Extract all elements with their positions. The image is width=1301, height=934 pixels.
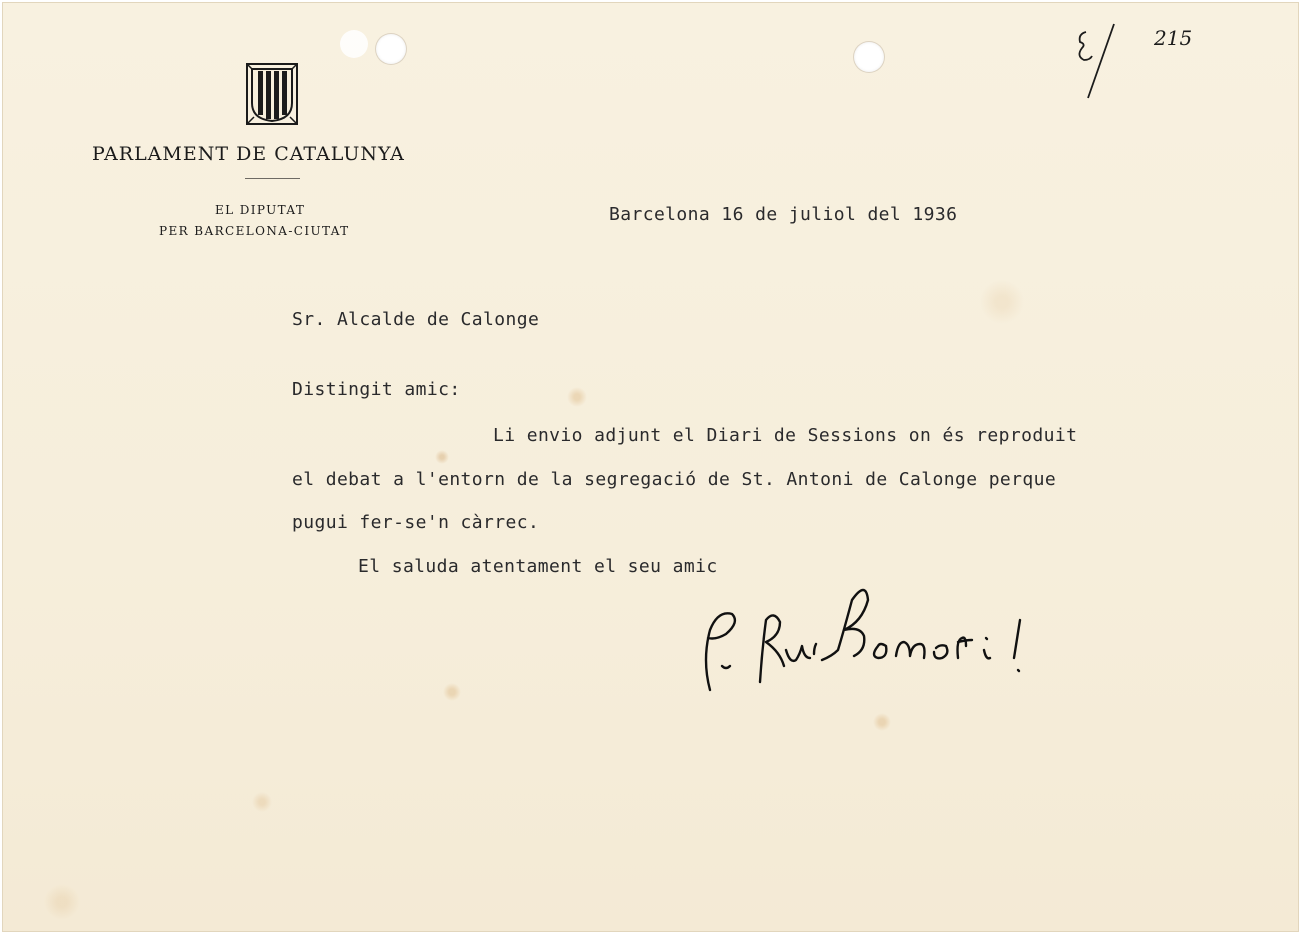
letter-recipient: Sr. Alcalde de Calonge: [292, 309, 540, 330]
letterhead-divider: [245, 178, 300, 179]
letter-body-line: pugui fer-se'n càrrec.: [292, 512, 540, 533]
archive-reference-mark: [1072, 16, 1152, 111]
handwritten-signature-icon: [682, 570, 1082, 715]
letter-body-line: el debat a l'entorn de la segregació de St. Antoni de Calonge perque: [292, 469, 1057, 490]
letter-date: Barcelona 16 de juliol del 1936: [609, 204, 958, 225]
letter-greeting: Distingit amic:: [292, 379, 461, 400]
letterhead-title: PARLAMENT DE CATALUNYA: [92, 143, 405, 165]
letter-body-line: Li envio adjunt el Diari de Sessions on és reproduit: [493, 425, 1078, 446]
punch-hole-left: [376, 34, 406, 64]
letterhead-subtitle-line2: PER BARCELONA-CIUTAT: [159, 224, 350, 238]
catalan-senyera-emblem-icon: [246, 63, 298, 130]
letter-page: [2, 2, 1299, 932]
letterhead-subtitle-line1: EL DIPUTAT: [215, 203, 306, 217]
archive-reference-number: 215: [1154, 26, 1193, 50]
letter-closing: El saluda atentament el seu amic: [358, 556, 718, 577]
punch-hole-right: [854, 42, 884, 72]
